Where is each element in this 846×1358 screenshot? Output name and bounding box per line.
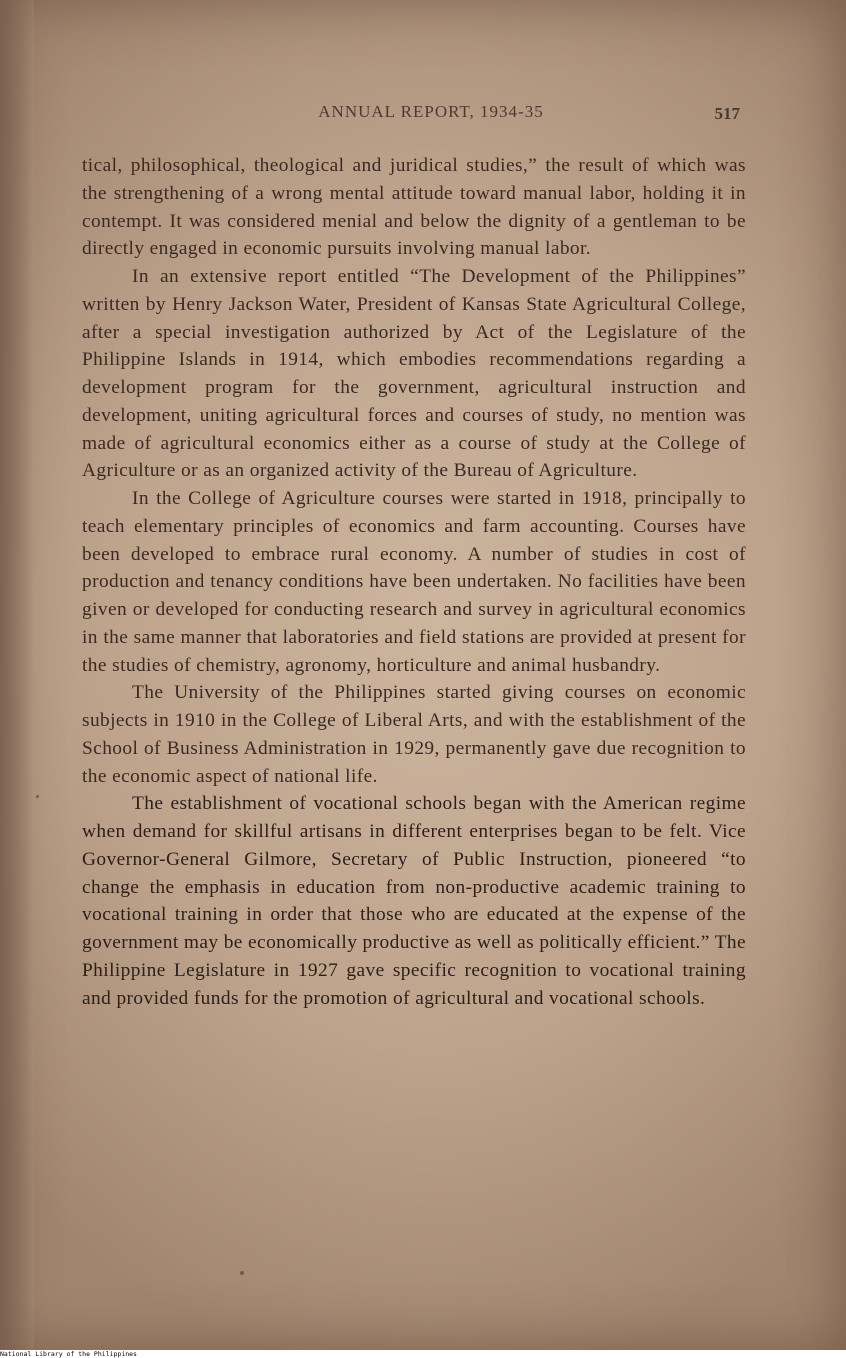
paragraph-college-of-agriculture: In the College of Agriculture courses were started in 1918, principally to teach elementary principles of economics and farm accounting. Courses have been developed to embrace rural economy. A number of studies in cost of production and tenancy conditions have been undertaken. No facilities have been given or developed for conducting research and survey in agricultural economics in the same manner that laboratories and field stations are provided at present for the studies of chemistry, agronomy, horticulture and animal husbandry. (82, 488, 746, 676)
library-credit: National Library of the Philippines (0, 1350, 137, 1358)
body-text (82, 152, 746, 1012)
paper-speck (36, 795, 39, 798)
page-header (82, 102, 746, 132)
page-number: 517 (714, 104, 740, 123)
running-title: ANNUAL REPORT, 1934-35 (318, 102, 544, 121)
page-binding-shadow (0, 0, 34, 1350)
paragraph-continuation: tical, philosophical, theological and juridical studies,” the result of which was the strengthening of a wrong mental attitude toward manual labor, holding it in contempt. It was considered menial and below the dignity of a gentleman to be directly engaged in economic pursuits involving manual labor. (82, 155, 746, 260)
paragraph-development-report: In an extensive report entitled “The Development of the Philippines” written by Henry Jackson Water, President of Kansas State Agricultural College, after a special investigation authorized by Act of the Legislature of the Philippine Islands in 1914, which embodies recommendations regarding a development program for the government, agricultural instruction and development, uniting agricultural forces and courses of study, no mention was made of agricultural economics either as a course of study at the College of Agriculture or as an organized activity of the Bureau of Agriculture. (82, 266, 746, 482)
paper-speck (240, 1271, 244, 1275)
paragraph-university-courses: The University of the Philippines started giving courses on economic subjects in 1910 in the College of Liberal Arts, and with the establishment of the School of Business Administration in 1929, permanently gave due recognition to the economic aspect of national life. (82, 682, 746, 787)
paragraph-vocational-schools: The establishment of vocational schools began with the American regime when demand for skillful artisans in different enterprises began to be felt. Vice Governor-General Gilmore, Secretary of Public Instruction, pioneered “to change the emphasis in education from non-productive academic training to vocational training in order that those who are educated at the expense of the government may be economically productive as well as politically efficient.” The Philippine Legislature in 1927 gave specific recognition to vocational training and provided funds for the promotion of agricultural and vocational schools. (82, 793, 746, 1009)
footer-strip (0, 1350, 846, 1358)
